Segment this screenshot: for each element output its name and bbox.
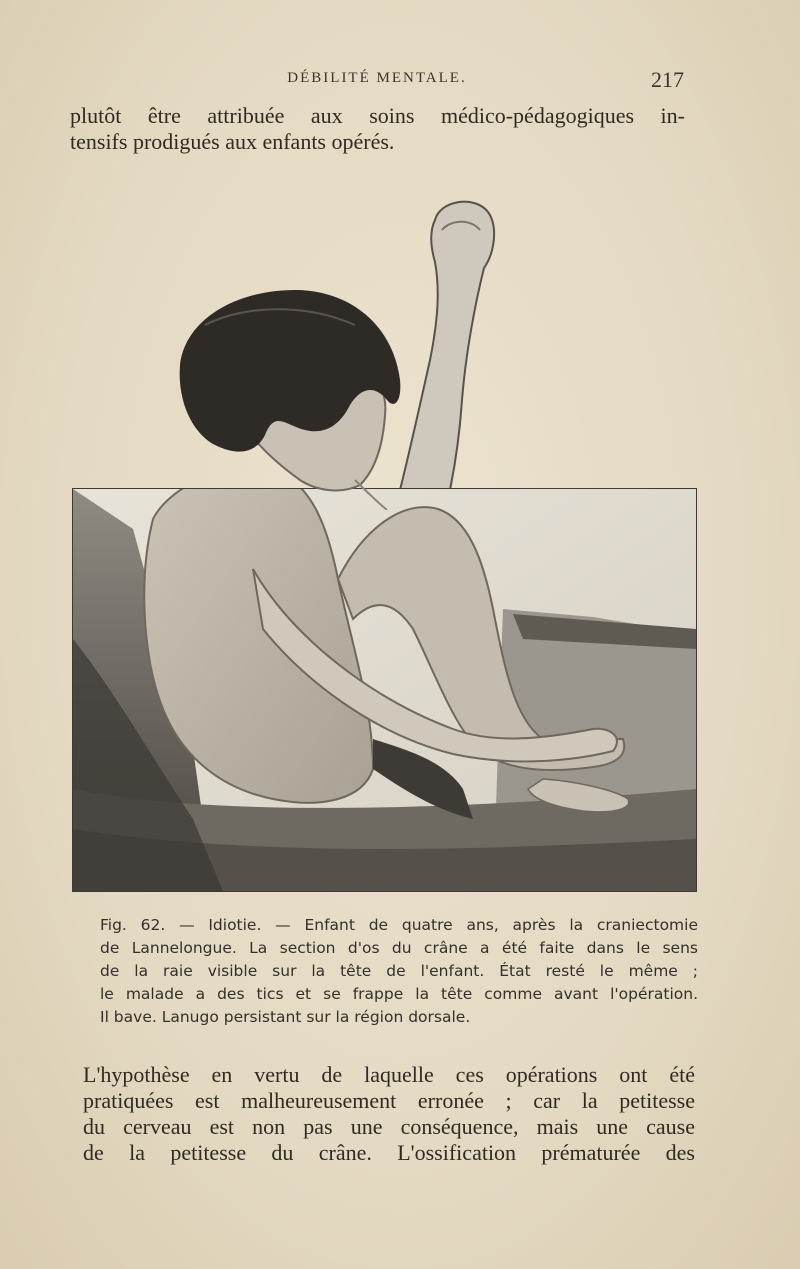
figure-photograph	[72, 488, 697, 892]
running-title: DÉBILITÉ MENTALE.	[287, 70, 467, 86]
figure-caption	[100, 914, 698, 1029]
child-photograph-icon	[73, 489, 696, 891]
paragraph-line: tensifs prodigués aux enfants opérés.	[70, 129, 395, 154]
paragraph-line: du cerveau est non pas une conséquence, mais une cause	[83, 1114, 695, 1139]
caption-line: Il bave. Lanugo persistant sur la région dorsale.	[100, 1008, 471, 1026]
top-paragraph	[70, 103, 685, 155]
child-head-photo-part	[165, 285, 415, 510]
paragraph-line: plutôt être attribuée aux soins médico-pédagogiques in-	[70, 103, 685, 128]
caption-line: Fig. 62. — Idiotie. — Enfant de quatre ans, après la craniectomie	[100, 916, 698, 934]
paragraph-line: pratiquées est malheureusement erronée ; car la petitesse	[83, 1088, 695, 1113]
caption-line: de Lannelongue. La section d'os du crâne a été faite dans le sens	[100, 939, 698, 957]
page-number: 217	[651, 67, 684, 92]
caption-line: de la raie visible sur la tête de l'enfant. État resté le même ;	[100, 962, 698, 980]
paragraph-line: L'hypothèse en vertu de laquelle ces opérations ont été	[83, 1062, 695, 1087]
page-header	[70, 67, 684, 94]
caption-line: le malade a des tics et se frappe la tête comme avant l'opération.	[100, 985, 698, 1003]
paragraph-line: de la petitesse du crâne. L'ossification prématurée des	[83, 1140, 695, 1165]
bottom-paragraph	[83, 1062, 695, 1166]
